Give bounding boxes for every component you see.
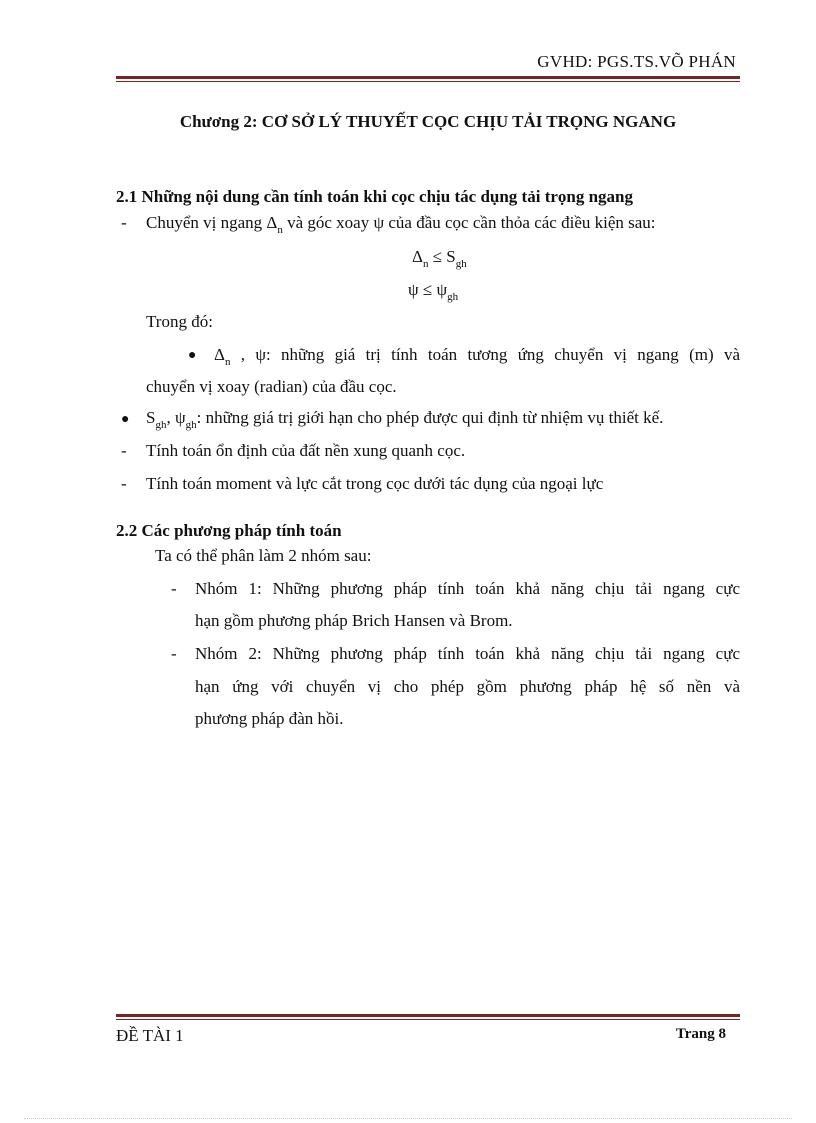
footer-rule xyxy=(116,1014,740,1020)
chapter-title: Chương 2: CƠ SỞ LÝ THUYẾT CỌC CHỊU TẢI TRỌNG NGANG xyxy=(179,112,677,131)
group-2-line-3: phương pháp đàn hồi. xyxy=(195,709,344,728)
section-2-2-heading: 2.2 Các phương pháp tính toán xyxy=(116,521,342,540)
footer-topic: ĐỀ TÀI 1 xyxy=(116,1026,184,1045)
group-2-line-2: hạn ứng với chuyển vị cho phép gồm phương pháp hệ số nền và xyxy=(195,677,740,696)
list-dash: - xyxy=(121,213,127,232)
definition-delta-psi-cont: chuyển vị xoay (radian) của đầu cọc. xyxy=(146,377,397,396)
group-2-line-1: Nhóm 2: Những phương pháp tính toán khả năng chịu tải ngang cực xyxy=(195,644,740,663)
list-item-displacement: Chuyển vị ngang $\Delta_n$ và góc xoay ψ của đầu cọc cần thỏa các điều kiện sau: xyxy=(146,213,656,236)
bullet-icon: ● xyxy=(121,412,130,427)
section-2-2-intro: Ta có thể phân làm 2 nhóm sau: xyxy=(155,546,372,565)
list-dash: - xyxy=(171,644,177,663)
section-2-1-heading: 2.1 Những nội dung cần tính toán khi cọc chịu tác dụng tải trọng ngang xyxy=(116,187,634,206)
group-1-line-2: hạn gồm phương pháp Brich Hansen và Brom. xyxy=(195,611,513,630)
list-item-stability: Tính toán ổn định của đất nền xung quanh cọc. xyxy=(146,441,466,460)
list-item-moment: Tính toán moment và lực cắt trong cọc dưới tác dụng của ngoại lực xyxy=(146,474,604,493)
where-label: Trong đó: xyxy=(146,312,213,331)
header-supervisor: GVHD: PGS.TS.VÕ PHÁN xyxy=(537,52,736,71)
page-bottom-divider xyxy=(24,1118,792,1119)
list-dash: - xyxy=(121,441,127,460)
header-rule xyxy=(116,76,740,82)
list-dash: - xyxy=(171,579,177,598)
definition-s-gh: $S_{gh}$, $\psi_{gh}$: những giá trị giới hạn cho phép được qui định từ nhiệm vụ thiết kế. xyxy=(146,408,664,431)
group-1-line-1: Nhóm 1: Những phương pháp tính toán khả năng chịu tải ngang cực xyxy=(195,579,740,598)
definition-delta-psi: $\Delta_n$ , ψ: những giá trị tính toán tương ứng chuyển vị ngang (m) và xyxy=(214,345,740,368)
equation-psi: $\psi \le \psi_{gh}$ xyxy=(408,280,459,303)
equation-delta: $\Delta_n \le S_{gh}$ xyxy=(412,247,467,270)
bullet-icon: ● xyxy=(188,348,197,363)
list-dash: - xyxy=(121,474,127,493)
page-number: Trang 8 xyxy=(675,1026,726,1042)
